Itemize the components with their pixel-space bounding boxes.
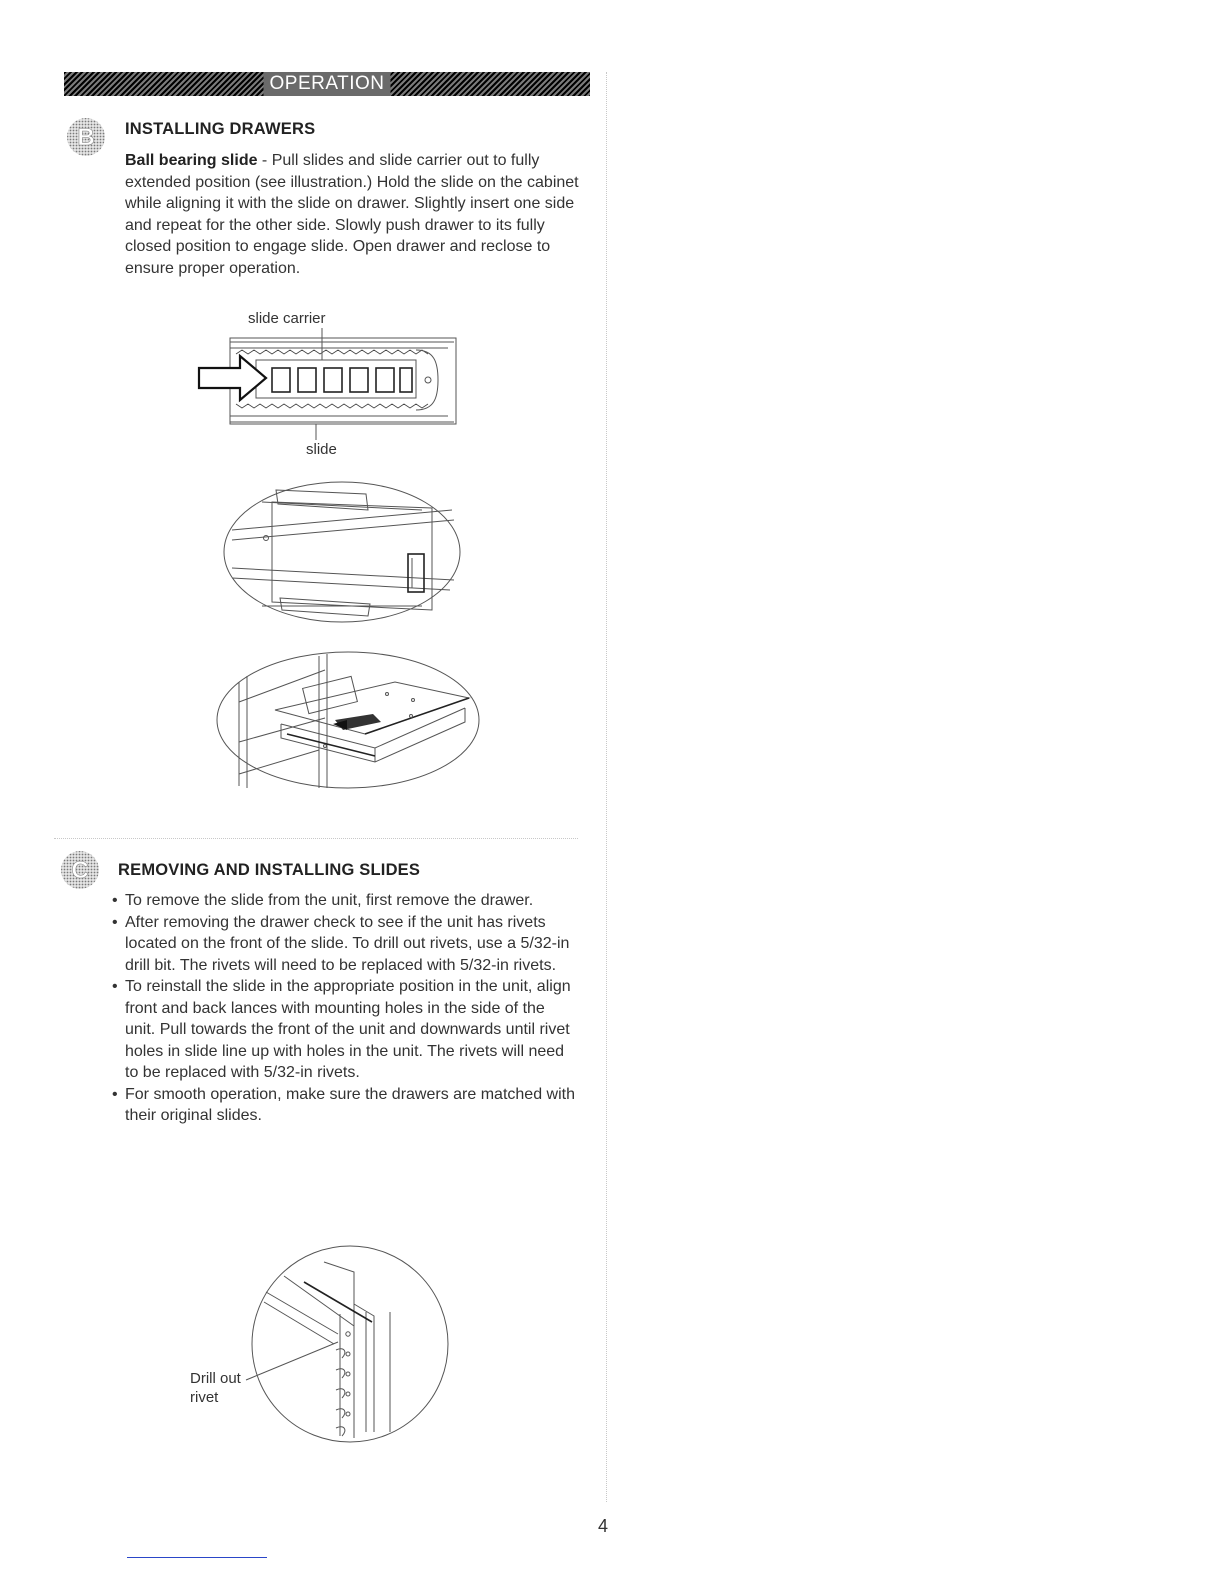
list-item: • For smooth operation, make sure the drawers are matched with their original slides.	[106, 1084, 576, 1127]
drill-rivet-illustration	[244, 1242, 456, 1448]
list-item: • To remove the slide from the unit, first remove the drawer.	[106, 890, 576, 912]
section-b-letter: B	[77, 124, 95, 151]
ball-bearing-lead: Ball bearing slide	[125, 152, 258, 169]
list-item: • After removing the drawer check to see if the unit has rivets located on the front of the slide. To drill out rivets, use a 5/32-in drill bit. The rivets will need to be replaced with 5/32-in rivets.	[106, 912, 576, 977]
bottom-link-rule	[127, 1557, 267, 1558]
slide-carrier-illustration	[196, 328, 462, 440]
slide-carrier-label: slide carrier	[248, 310, 326, 327]
section-banner	[64, 72, 590, 96]
slide-label: slide	[306, 441, 337, 458]
ball-bearing-text: - Pull slides and slide carrier out to fully extended position (see illustration.) Hold the slide on the cabinet while aligning it with the slide on drawer. Slightly insert one side and repeat for the other side. Slowly push drawer to its fully closed position to engage slide. Open drawer and reclose to ensure proper operation.	[125, 152, 579, 277]
section-b-heading: INSTALLING DRAWERS	[125, 120, 316, 138]
drill-label-line1: Drill out	[190, 1370, 241, 1387]
drawer-install-illustration	[215, 650, 481, 790]
section-c-heading: REMOVING AND INSTALLING SLIDES	[118, 861, 421, 879]
section-divider	[54, 838, 578, 839]
drill-label-line2: rivet	[190, 1389, 219, 1406]
banner-title: OPERATION	[264, 72, 391, 96]
page-number: 4	[598, 1516, 609, 1536]
section-b-icon	[66, 117, 106, 157]
slide-instructions-list	[106, 890, 576, 1127]
section-c-icon	[60, 850, 100, 890]
list-item: • To reinstall the slide in the appropriate position in the unit, align front and back lances with mounting holes in the side of the unit. Pull towards the front of the unit and downwards until rivet holes in slide line up with holes in the unit. The rivets will need to be replaced with 5/32-in rivets.	[106, 976, 576, 1084]
drill-out-rivet-label	[190, 1369, 241, 1407]
section-b-paragraph	[125, 150, 595, 279]
column-divider	[606, 72, 607, 1502]
section-c-letter: C	[71, 857, 89, 884]
slide-closeup-illustration	[222, 480, 462, 624]
